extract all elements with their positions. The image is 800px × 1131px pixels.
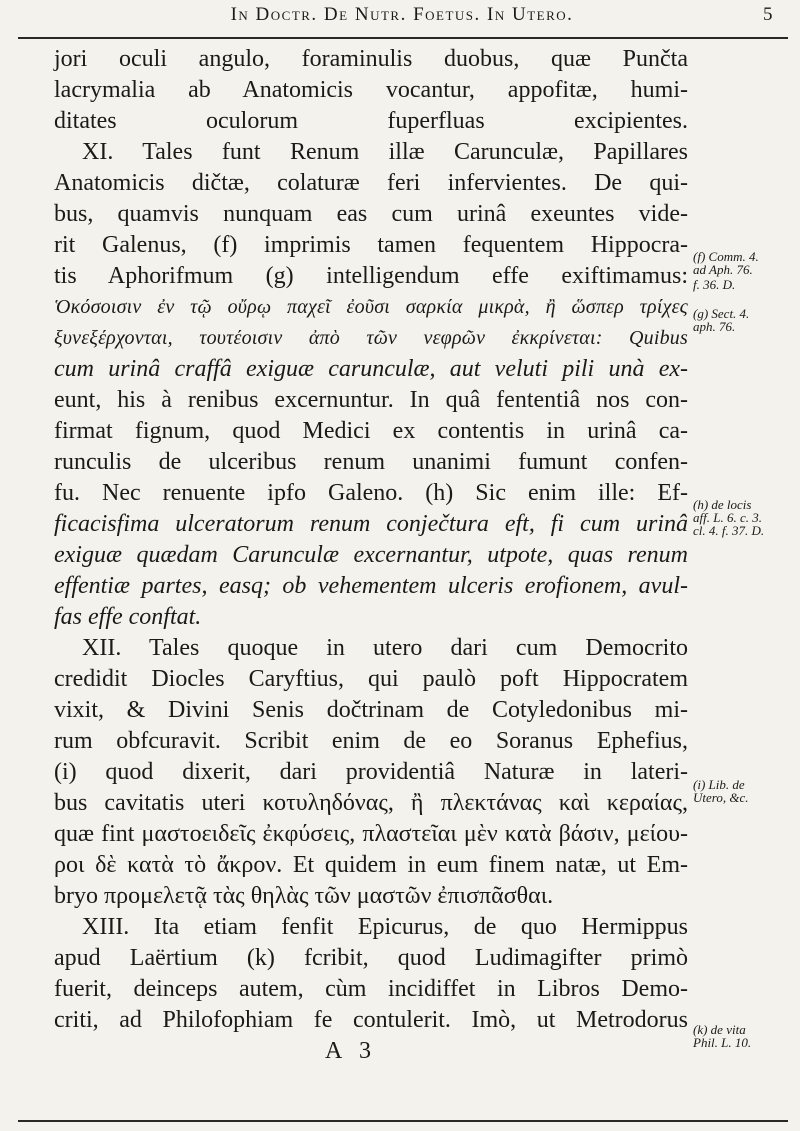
text-line: credidit Diocles Caryftius, qui paulò poft Hippocratem [54,666,688,692]
text-line: fas effe conftat. [54,604,202,630]
margin-note: (h) de locis aff. L. 6. c. 3. cl. 4. f. 37. D. [693,497,765,538]
margin-note: (f) Comm. 4. ad Aph. 76. [693,249,759,277]
text-line: jori oculi angulo, foraminulis duobus, quæ Punčta [54,46,688,72]
text-line: tis Aphorifmum (g) intelligendum effe exiftimamus: [54,263,688,289]
page-number: 5 [763,4,774,25]
text-line: firmat fignum, quod Medici ex contentis in urinâ ca- [54,418,688,444]
text-line: fu. Nec renuente ipfo Galeno. (h) Sic enim ille: Ef- [54,480,688,506]
text-line: eunt, his à renibus excernuntur. In quâ fententiâ nos con- [54,387,688,413]
text-line: lacrymalia ab Anatomicis vocantur, appofitæ, humi- [54,77,688,103]
text-line: fuerit, deinceps autem, cùm incidiffet in Libros Demo- [54,976,688,1002]
text-line: bryo προμελετᾷ τὰς θηλὰς τῶν μαστῶν ἐπισπᾶσθαι. [54,883,554,909]
text-line: ξυνεξέρχονται, τουτέοισιν ἀπὸ τῶν νεφρῶν ἐκκρίνεται: Quibus [54,327,688,349]
signature-mark: A 3 [324,1038,377,1064]
margin-note: (k) de vita Phil. L. 10. [693,1022,752,1050]
text-line: rum obfcuravit. Scribit enim de eo Soranus Ephefius, [54,728,688,754]
text-line: ficacisfima ulceratorum renum conječtura eft, fi cum urinâ [54,511,688,537]
text-line: Anatomicis dičtæ, colaturæ feri infervientes. De qui- [54,170,688,196]
running-header [22,4,782,26]
main-text [54,44,688,1067]
text-line: Ὁκόσοισιν ἐν τῷ οὔρῳ παχεῖ ἐοῦσι σαρκία μικρὰ, ἢ ὥσπερ τρίχες [54,296,688,318]
text-line: effentiæ partes, easq; ob vehementem ulceris erofionem, avul- [54,573,688,599]
text-line: apud Laërtium (k) fcribit, quod Ludimagifter primò [54,945,688,971]
text-line: XIII. Ita etiam fenfit Epicurus, de quo Hermippus [82,914,688,940]
footer-rule [18,1120,788,1122]
margin-note: (i) Lib. de Utero, &c. [693,777,749,805]
margin-note: f. 36. D. [693,277,736,292]
running-title: In Doctr. De Nutr. Foetus. In Utero. [230,4,574,25]
text-line: ροι δὲ κατὰ τὸ ἄκρον. Et quidem in eum finem natæ, ut Em- [54,852,688,878]
text-line: rit Galenus, (f) imprimis tamen fequentem Hippocra- [54,232,688,258]
text-line: quæ fint μαστοειδεῖς ἐκφύσεις, πλαστεῖαι μὲν κατὰ βάσιν, μείου- [54,821,688,847]
text-line: XII. Tales quoque in utero dari cum Democrito [82,635,688,661]
text-line: bus cavitatis uteri κοτυληδόνας, ἢ πλεκτάνας καὶ κεραίας, [54,790,688,816]
text-line: ditates oculorum fuperfluas excipientes. [54,108,688,134]
text-line: vixit, & Divini Senis dočtrinam de Cotyledonibus mi- [54,697,688,723]
text-line: XI. Tales funt Renum illæ Carunculæ, Papillares [82,139,688,165]
header-rule [18,37,788,39]
text-line: exiguæ quædam Carunculæ excernantur, utpote, quas renum [54,542,688,568]
text-line: runculis de ulceribus renum unanimi fumunt confen- [54,449,688,475]
text-line: bus, quamvis nunquam eas cum urinâ exeuntes vide- [54,201,688,227]
text-line: criti, ad Philofophiam fe contulerit. Imò, ut Metrodorus [54,1007,688,1033]
text-line: cum urinâ craffâ exiguæ carunculæ, aut veluti pili unà ex- [54,356,688,382]
margin-note: (g) Sect. 4. aph. 76. [693,306,750,334]
text-line: (i) quod dixerit, dari providentiâ Naturæ in lateri- [54,759,688,785]
